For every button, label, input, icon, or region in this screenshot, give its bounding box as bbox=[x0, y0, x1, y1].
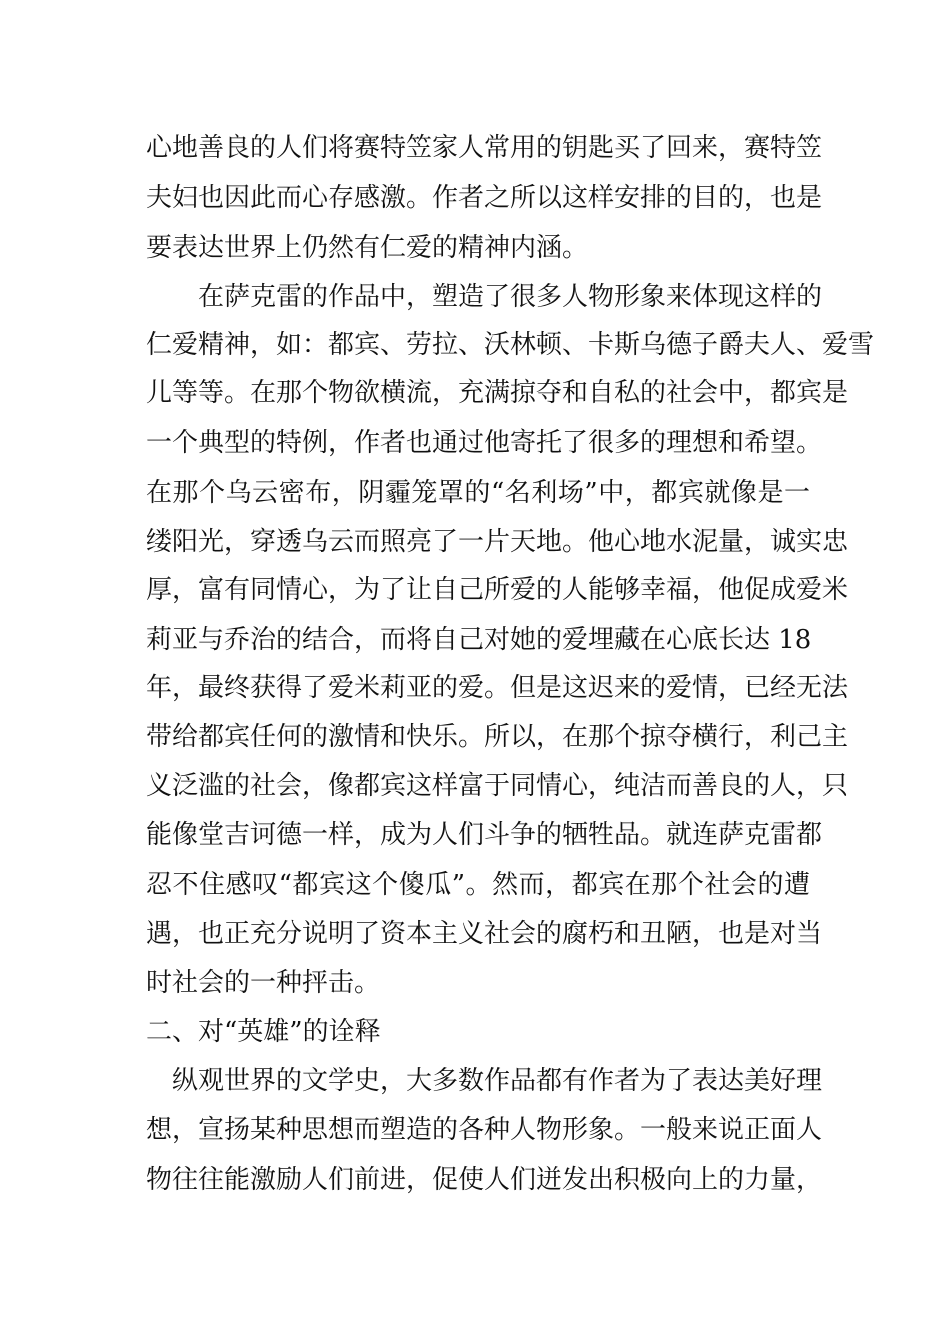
body-text-line: 想，宣扬某种思想而塑造的各种人物形象。一般来说正面人 bbox=[146, 1115, 823, 1145]
body-text-line: 要表达世界上仍然有仁爱的精神内涵。 bbox=[146, 233, 589, 263]
body-text-line: 仁爱精神，如：都宾、劳拉、沃林顿、卡斯乌德子爵夫人、爱雪 bbox=[146, 330, 875, 360]
body-text-line: 缕阳光，穿透乌云而照亮了一片天地。他心地水泥量，诚实忠 bbox=[146, 527, 849, 557]
body-text-line: 带给都宾任何的激情和快乐。所以，在那个掠夺横行，利己主 bbox=[146, 722, 849, 752]
body-text-line: 在萨克雷的作品中，塑造了很多人物形象来体现这样的 bbox=[198, 282, 823, 312]
body-text-line: 年，最终获得了爱米莉亚的爱。但是这迟来的爱情，已经无法 bbox=[146, 673, 849, 703]
section-heading: 二、对“英雄”的诠释 bbox=[146, 1017, 381, 1047]
body-text-line: 能像堂吉诃德一样，成为人们斗争的牺牲品。就连萨克雷都 bbox=[146, 820, 823, 850]
body-text-line: 物往往能激励人们前进，促使人们迸发出积极向上的力量， bbox=[146, 1165, 823, 1195]
body-text-line: 儿等等。在那个物欲横流，充满掠夺和自私的社会中，都宾是 bbox=[146, 378, 849, 408]
body-text-line: 纵观世界的文学史，大多数作品都有作者为了表达美好理 bbox=[172, 1066, 823, 1096]
body-text-line: 心地善良的人们将赛特笠家人常用的钥匙买了回来，赛特笠 bbox=[146, 133, 823, 163]
body-text-line: 在那个乌云密布，阴霾笼罩的“名利场”中，都宾就像是一 bbox=[146, 478, 810, 508]
body-text-line: 时社会的一种抨击。 bbox=[146, 968, 381, 998]
body-text-line: 一个典型的特例，作者也通过他寄托了很多的理想和希望。 bbox=[146, 428, 823, 458]
body-text-line: 忍不住感叹“都宾这个傻瓜”。然而，都宾在那个社会的遭 bbox=[146, 870, 810, 900]
body-text-line: 义泛滥的社会，像都宾这样富于同情心，纯洁而善良的人，只 bbox=[146, 771, 849, 801]
body-text-line: 厚，富有同情心，为了让自己所爱的人能够幸福，他促成爱米 bbox=[146, 575, 849, 605]
body-text-line: 莉亚与乔治的结合，而将自己对她的爱埋藏在心底长达 18 bbox=[146, 625, 812, 655]
body-text-line: 夫妇也因此而心存感激。作者之所以这样安排的目的，也是 bbox=[146, 183, 823, 213]
body-text-line: 遇，也正充分说明了资本主义社会的腐朽和丑陋，也是对当 bbox=[146, 919, 823, 949]
